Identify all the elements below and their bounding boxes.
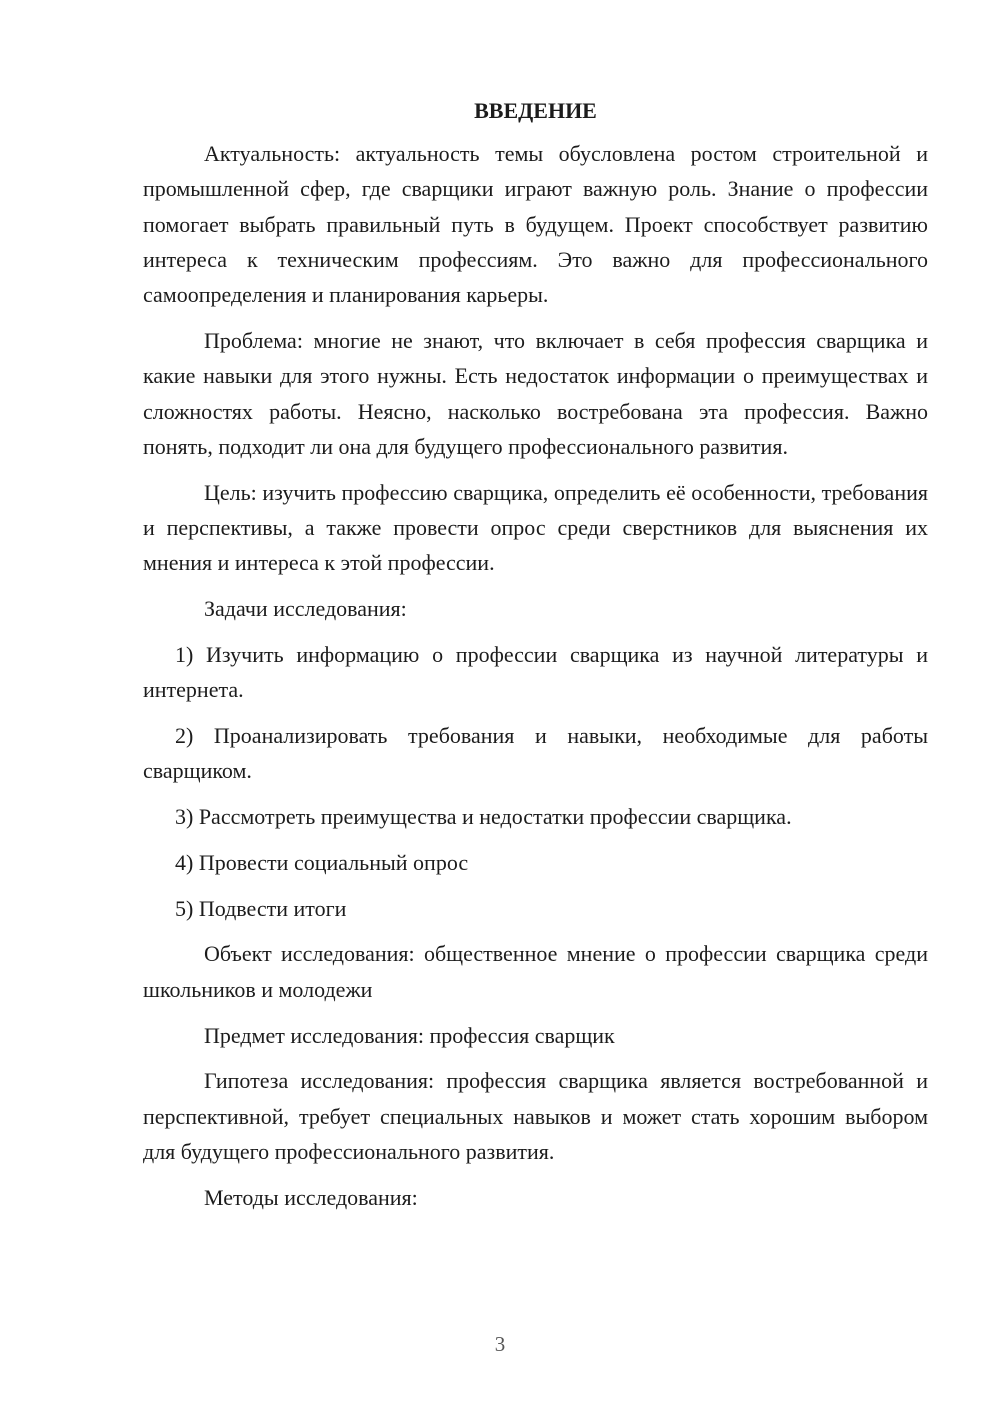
page-number: 3 [494, 1332, 506, 1356]
task-item-5: 5) Подвести итоги [175, 895, 347, 921]
goal-paragraph: Цель: изучить профессию сварщика, определить её особенности, требования и перспективы, а также провести опрос среди сверстников для выяснения их мнения и интереса к этой профессии. [143, 479, 928, 576]
tasks-heading: Задачи исследования: [204, 596, 407, 622]
research-object-paragraph: Объект исследования: общественное мнение о профессии сварщика среди школьников и молодежи [143, 941, 928, 1002]
task-item-4: 4) Провести социальный опрос [175, 849, 469, 875]
research-subject-paragraph: Предмет исследования: профессия сварщик [204, 1022, 615, 1048]
relevance-paragraph: Актуальность: актуальность темы обусловлена ростом строительной и промышленной сфер, где сварщики играют важную роль. Знание о профессии помогает выбрать правильный путь в будущем. Проект способствует развитию интереса к техническим профессиям. Это важно для профессионального самоопределения и планирования карьеры. [143, 141, 928, 308]
task-item-1: 1) Изучить информацию о профессии сварщика из научной литературы и интернета. [143, 641, 928, 703]
hypothesis-paragraph: Гипотеза исследования: профессия сварщика является востребованной и перспективной, требует специальных навыков и может стать хорошим выбором для будущего профессионального развития. [143, 1068, 928, 1164]
problem-paragraph: Проблема: многие не знают, что включает в себя профессия сварщика и какие навыки для этого нужны. Есть недостаток информации о преимуществах и сложностях работы. Неясно, насколько востребована эта профессия. Важно понять, подходит ли она для будущего профессионального развития. [143, 327, 928, 459]
task-item-3: 3) Рассмотреть преимущества и недостатки профессии сварщика. [175, 804, 792, 830]
page-content [143, 96, 928, 1226]
task-item-2: 2) Проанализировать требования и навыки, необходимые для работы сварщиком. [143, 722, 928, 784]
methods-heading: Методы исследования: [204, 1184, 418, 1210]
section-title: ВВЕДЕНИЕ [474, 98, 597, 123]
